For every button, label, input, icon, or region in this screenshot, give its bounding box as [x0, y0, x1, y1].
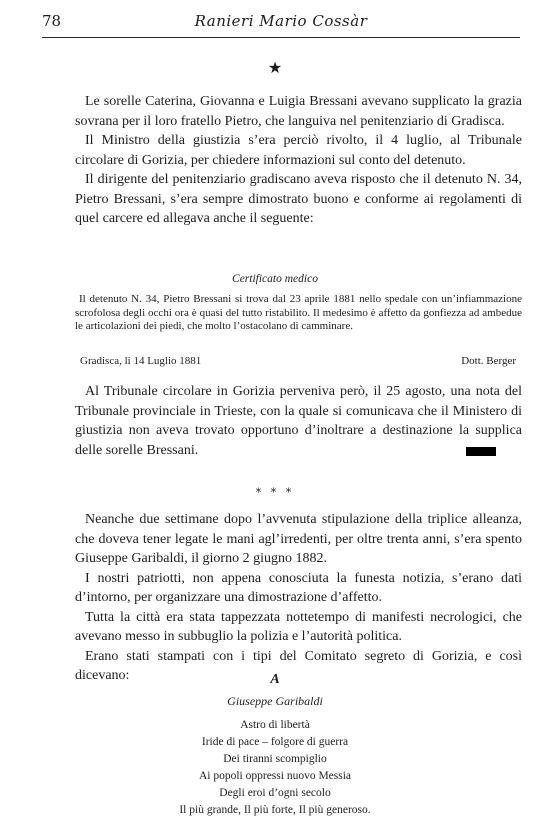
paragraph: I nostri patriotti, non appena conosciuta la funesta notizia, s’erano dati d’intorno, per organizzare una dimostrazione d’affetto.: [75, 570, 522, 605]
poem-line: Ai popoli oppressi nuovo Messia: [198, 770, 352, 782]
page-number: 78: [42, 12, 62, 30]
page-header: [42, 12, 520, 34]
section-separator: * * *: [255, 486, 295, 499]
section-star: ★: [267, 58, 283, 77]
section-bressani-petition: [75, 92, 522, 229]
paragraph: Il dirigente del penitenziario gradiscano aveva risposto che il detenuto N. 34, Pietro Bressani, s’era sempre dimostrato buono e conforme ai regolamenti di quel carcere ed allegava anche il seguente:: [75, 172, 522, 226]
paragraph: Neanche due settimane dopo l’avvenuta stipulazione della triplice alleanza, che doveva tener legate le mani agl’irredenti, per oltre trenta anni, s’era spento Giuseppe Garibaldi, il giorno 2 giugno 1882.: [75, 512, 522, 566]
poem: [0, 717, 550, 819]
paragraph: Erano stati stampati con i tipi del Comitato segreto di Gorizia, e così dicevano:: [75, 648, 522, 683]
header-rule: [42, 37, 520, 38]
section-tribunal-note: [75, 382, 522, 460]
redaction-mark: [466, 447, 496, 456]
certificate-signature: Dott. Berger: [461, 355, 516, 367]
certificate-signature-line: [80, 355, 516, 367]
certificate-place-date: Gradisca, li 14 Luglio 1881: [80, 355, 202, 367]
paragraph: Le sorelle Caterina, Giovanna e Luigia Bressani avevano supplicato la grazia sovrana per il loro fratello Pietro, che languiva nel penitenziario di Gradisca.: [75, 94, 522, 129]
section-garibaldi: [75, 510, 522, 686]
poem-line: Degli eroi d’ogni secolo: [219, 787, 331, 799]
poem-line: Astro di libertà: [240, 719, 310, 731]
certificate-title: Certificato medico: [232, 273, 318, 285]
certificate-body: [75, 293, 522, 334]
poem-title: Giuseppe Garibaldi: [227, 694, 323, 708]
paragraph: Tutta la città era stata tappezzata nottetempo di manifesti necrologici, che avevano messo in subbuglio la polizia e l’autorità politica.: [75, 609, 522, 644]
poem-line: Iride di pace – folgore di guerra: [201, 736, 349, 748]
paragraph: Il Ministro della giustizia s’era perciò rivolto, il 4 luglio, al Tribunale circolare di Gorizia, per chiedere informazioni sul conto del detenuto.: [75, 133, 522, 168]
poem-line: Dei tiranni scompiglio: [223, 753, 327, 765]
paragraph: Al Tribunale circolare in Gorizia perveniva però, il 25 agosto, una nota del Tribunale provinciale in Trieste, con la quale si comunicava che il Ministero di giustizia non aveva trovato opportuno d’inoltrare a destinazione la supplica delle sorelle Bressani.: [75, 384, 522, 458]
poem-line: Il più grande, Il più forte, Il più generoso.: [179, 804, 371, 816]
certificate-text: Il detenuto N. 34, Pietro Bressani si trova dal 23 aprile 1881 nello spedale con un’infiammazione scrofolosa degli occhi ora è quasi del tutto ristabilito. Il medesimo è affetto da gonfiezza ad ambedue le articolazioni dei piedi, che molto l’ostacolano di camminare.: [75, 293, 522, 333]
running-head: Ranieri Mario Cossàr: [194, 12, 368, 30]
poem-letter: A: [270, 672, 280, 687]
